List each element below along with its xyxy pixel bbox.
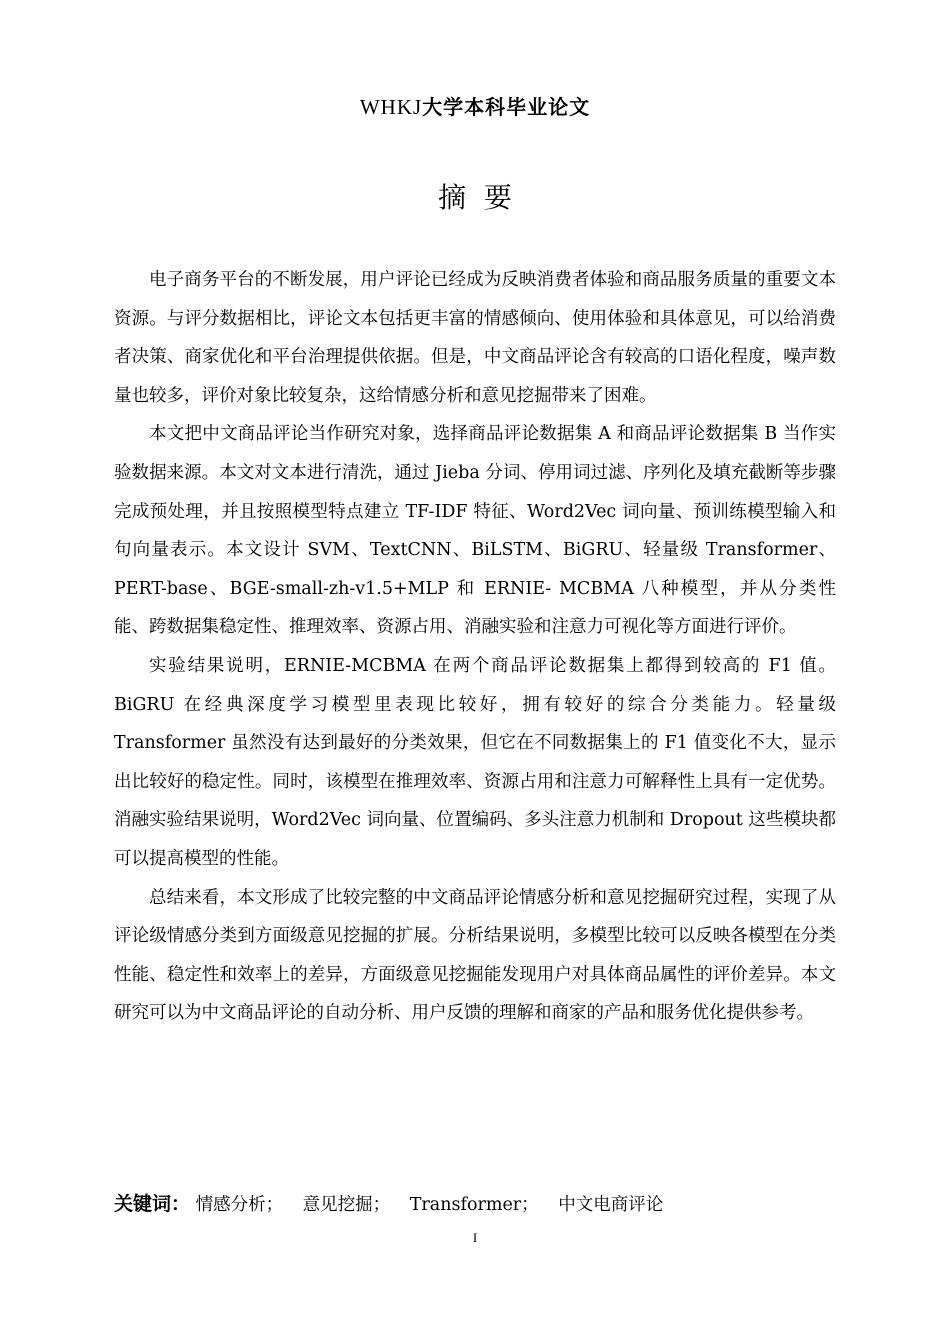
abstract-body [114,261,836,1033]
abstract-paragraph-2: 本文把中文商品评论当作研究对象，选择商品评论数据集 A 和商品评论数据集 B 当作实验数据来源。本文对文本进行清洗，通过 Jieba 分词、停用词过滤、序列化及填充截断等步骤完成预处理，并且按照模型特点建立 TF-IDF 特征、Word2Vec 词向量、预训练模型输入和句向量表示。本文设计 SVM、TextCNN、BiLSTM、BiGRU、轻量级 Transformer、PERT-base、BGE-small-zh-v1.5+MLP 和 ERNIE- MCBMA 八种模型，并从分类性能、跨数据集稳定性、推理效率、资源占用、消融实验和注意力可视化等方面进行评价。 [114,424,836,638]
abstract-paragraph-1: 电子商务平台的不断发展，用户评论已经成为反映消费者体验和商品服务质量的重要文本资源。与评分数据相比，评论文本包括更丰富的情感倾向、使用体验和具体意见，可以给消费者决策、商家优化和平台治理提供依据。但是，中文商品评论含有较高的口语化程度，噪声数量也较多，评价对象比较复杂，这给情感分析和意见挖掘带来了困难。 [114,270,836,406]
abstract-title: 摘 要 [438,181,512,214]
abstract-paragraph-3: 实验结果说明，ERNIE-MCBMA 在两个商品评论数据集上都得到较高的 F1 值。BiGRU 在经典深度学习模型里表现比较好，拥有较好的综合分类能力。轻量级 Transformer 虽然没有达到最好的分类效果，但它在不同数据集上的 F1 值变化不大，显示出比较好的稳定性。同时，该模型在推理效率、资源占用和注意力可解释性上具有一定优势。消融实验结果说明，Word2Vec 词向量、位置编码、多头注意力机制和 Dropout 这些模块都可以提高模型的性能。 [114,655,836,869]
keyword-item: Transformer； [409,1195,539,1215]
page-number: I [472,1230,478,1245]
running-header [0,93,950,121]
keyword-item: 意见挖掘； [302,1195,391,1215]
abstract-paragraph-4: 总结来看，本文形成了比较完整的中文商品评论情感分析和意见挖掘研究过程，实现了从评论级情感分类到方面级意见挖掘的扩展。分析结果说明，多模型比较可以反映各模型在分类性能、稳定性和效率上的差异，方面级意见挖掘能发现用户对具体商品属性的评价差异。本文研究可以为中文商品评论的自动分析、用户反馈的理解和商家的产品和服务优化提供参考。 [114,887,836,1024]
keywords-line [114,1188,854,1221]
keyword-item: 中文电商评论 [558,1195,664,1215]
keyword-item: 情感分析； [195,1195,284,1215]
header-thesis-label: 大学本科毕业论文 [422,95,591,119]
keywords-label: 关键词： [114,1193,191,1215]
header-university-code: WHKJ [359,95,423,119]
